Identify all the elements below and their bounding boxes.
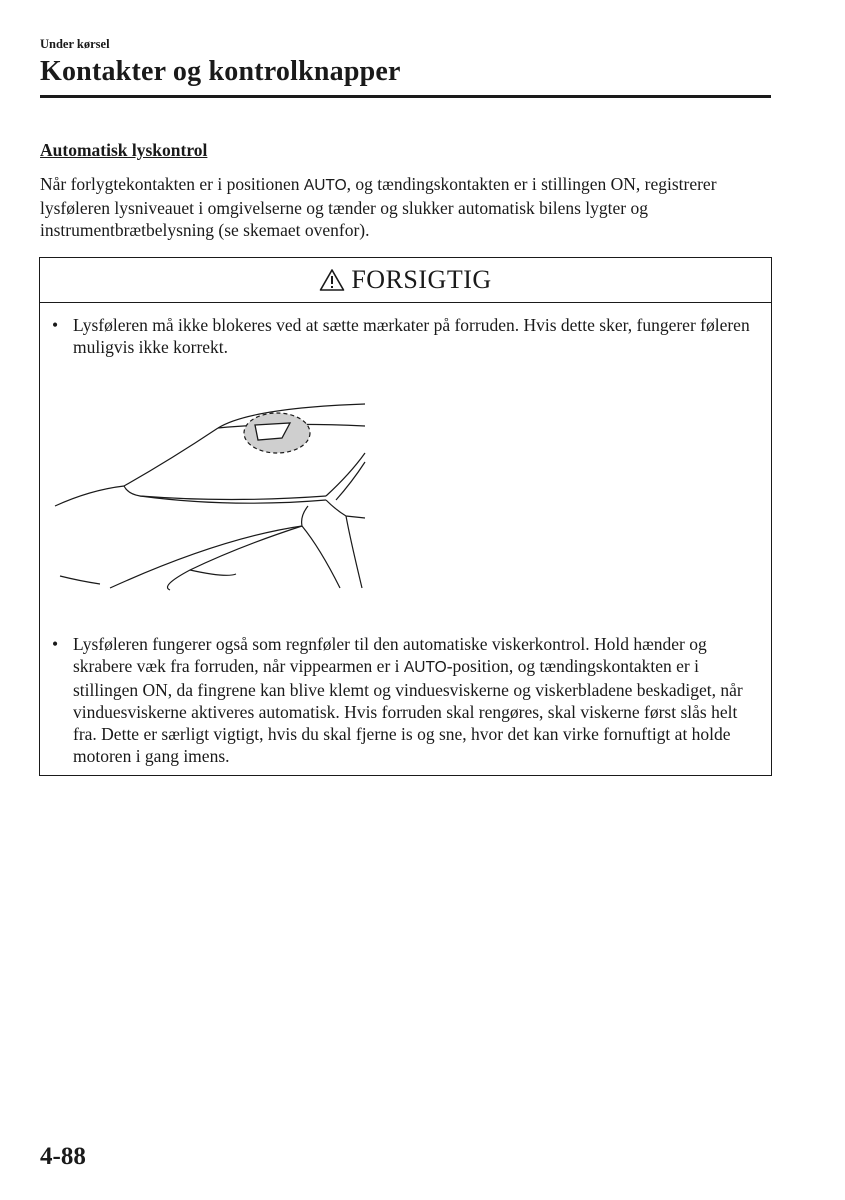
caution-title: FORSIGTIG <box>351 265 492 294</box>
subheading: Automatisk lyskontrol <box>40 140 208 160</box>
windshield-sensor-illustration <box>50 398 380 598</box>
caution-box <box>39 257 772 776</box>
caution-bullet-2-text-1: Lysføleren fungerer også som regnføler til den automatiske viskerkontrol. Hold hænder og skrabere væk fra forruden, når vippearmen er i <box>73 634 707 676</box>
bullet-dot: • <box>52 634 59 654</box>
caution-bullet-2-text <box>73 633 763 767</box>
caution-bullet-2-text-2: -position, og tændingskontakten er i stillingen ON, da fingrene kan blive klemt og vinduesviskerne og viskerbladene beskadiget, når vinduesviskerne aktiveres automatisk. Hvis forruden skal rengøres, skal viskerne først slås helt fra. Dette er særligt vigtigt, hvis du skal fjerne is og sne, hvor det kan virke fornuftigt at holde motoren i gang imens. <box>73 656 743 766</box>
page-number: 4-88 <box>40 1143 86 1170</box>
warning-triangle-icon <box>319 268 345 292</box>
page-title: Kontakter og kontrolknapper <box>40 56 401 87</box>
bullet-dot: • <box>52 315 59 335</box>
caution-bullet-1-text: Lysføleren må ikke blokeres ved at sætte mærkater på forruden. Hvis dette sker, fungerer føleren muligvis ikke korrekt. <box>73 315 750 357</box>
intro-text-1: Når forlygtekontakten er i positionen <box>40 174 304 194</box>
intro-text-2: , og tændingskontakten er i stillingen ON, registrerer lysføleren lysniveauet i omgivelserne og tænder og slukker automatisk bilens lygter og instrumentbrætbelysning (se skemaet ovenfor). <box>40 174 717 240</box>
title-divider <box>40 95 771 98</box>
intro-paragraph <box>40 173 775 241</box>
section-label: Under kørsel <box>40 37 110 51</box>
caution-header <box>40 258 771 303</box>
caution-bullet-2-auto-label: AUTO <box>403 659 447 676</box>
intro-auto-label: AUTO <box>303 177 347 194</box>
